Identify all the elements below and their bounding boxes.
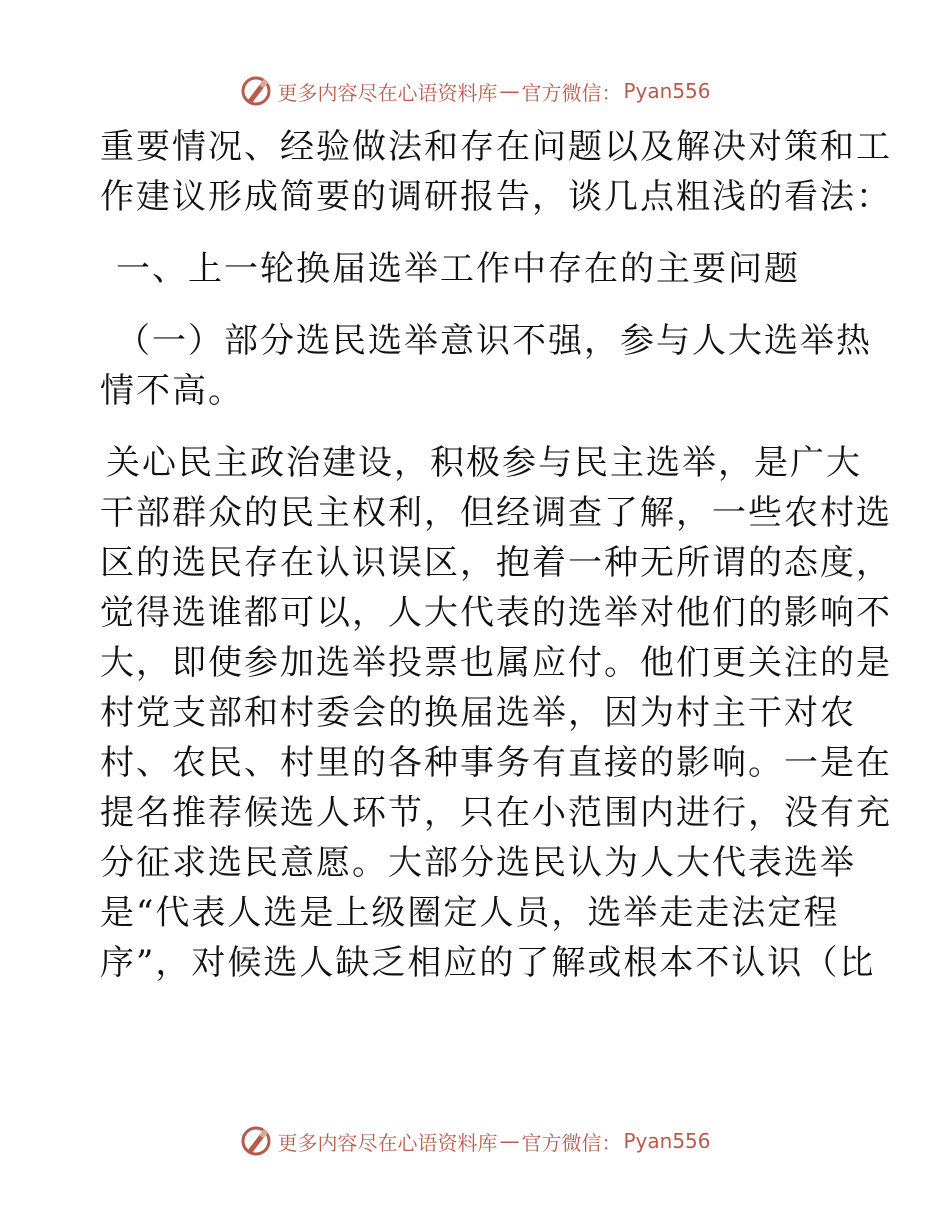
watermark-wechat-id: Pyan556 [623,1129,711,1153]
subheading-line-2: 情不高。 [100,371,244,411]
paragraph-line-8: 提名推荐候选人环节，只在小范围内进行，没有充 [100,793,892,833]
watermark-brand-text: 更多内容尽在心语资料库 [277,80,498,105]
paragraph-line-5: 大，即使参加选举投票也属应付。他们更关注的是 [100,643,892,683]
paragraph-line-10: 是“代表人选是上级圈定人员，选举走走法定程 [100,893,840,933]
paragraph-line-2: 干部群众的民主权利，但经调查了解，一些农村选 [100,493,892,533]
document-body [100,122,892,988]
watermark-sub-text: 官方微信： [521,80,622,105]
paragraph-line-6: 村党支部和村委会的换届选举，因为村主干对农 [100,693,856,733]
watermark-sub-text: 官方微信： [521,1130,622,1155]
watermark-brand-text: 更多内容尽在心语资料库 [277,1130,498,1155]
paragraph-line-1: 关心民主政治建设，积极参与民主选举，是广大 [106,443,862,483]
subheading-line-1: （一）部分选民选举意识不强，参与人大选举热 [116,321,872,361]
header-watermark [0,72,950,110]
watermark-separator: — [499,1129,520,1153]
paragraph-line-11: 序”，对候选人缺乏相应的了解或根本不认识（比 [100,943,876,983]
paragraph-line-3: 区的选民存在认识误区，抱着一种无所谓的态度， [100,543,892,583]
intro-line-1: 重要情况、经验做法和存在问题以及解决对策和工 [100,127,892,167]
footer-watermark [0,1122,950,1160]
paragraph-line-9: 分征求选民意愿。大部分选民认为人大代表选举 [100,843,856,883]
paragraph-line-7: 村、农民、村里的各种事务有直接的影响。一是在 [100,743,892,783]
watermark-separator: — [499,79,520,103]
pen-logo-icon [239,74,273,108]
pen-logo-icon [239,1124,273,1158]
watermark-wechat-id: Pyan556 [623,79,711,103]
intro-line-2: 作建议形成简要的调研报告，谈几点粗浅的看法： [100,177,892,217]
paragraph-line-4: 觉得选谁都可以，人大代表的选举对他们的影响不 [100,593,892,633]
section-heading: 一、上一轮换届选举工作中存在的主要问题 [116,249,800,289]
